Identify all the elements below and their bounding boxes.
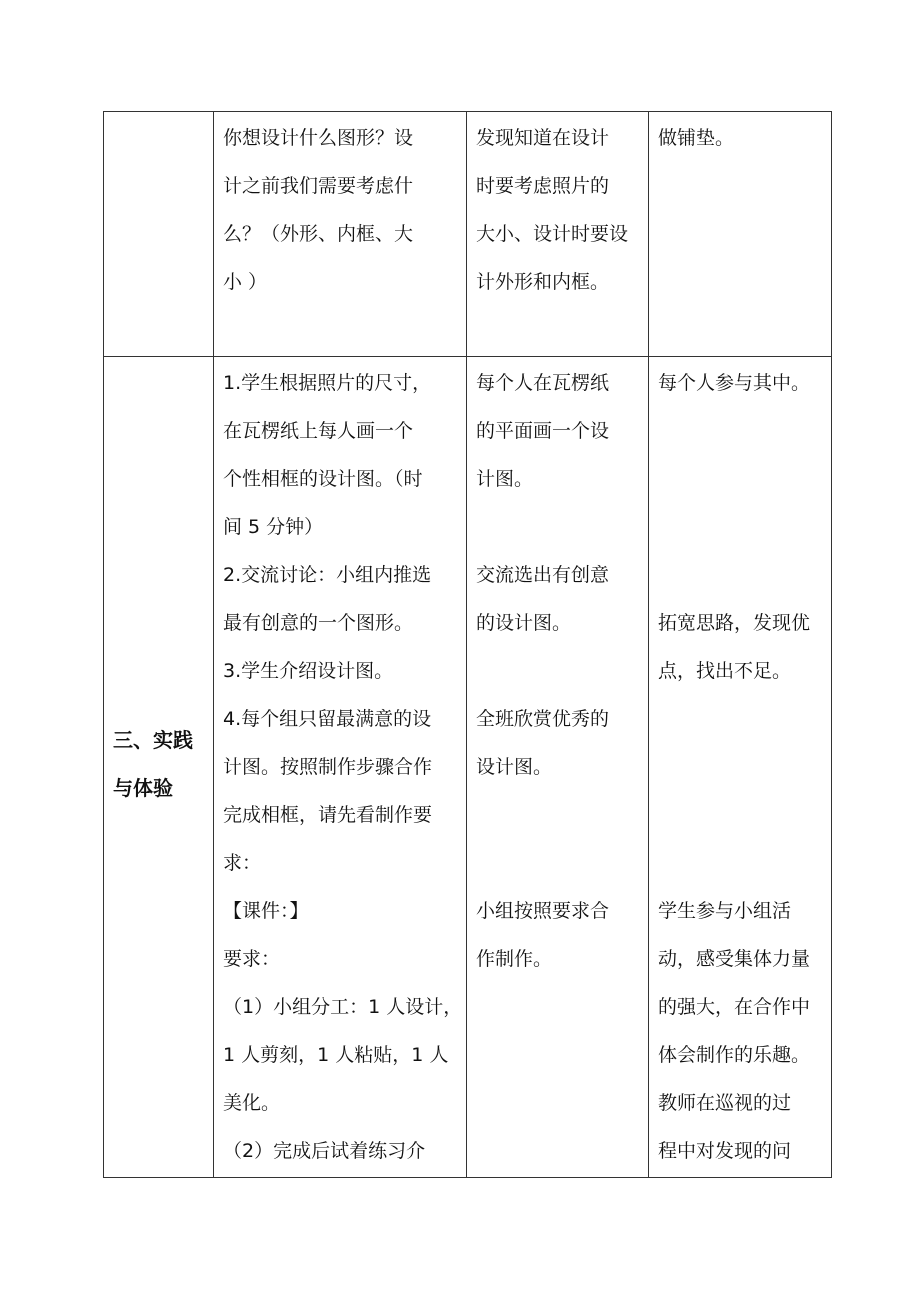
text-line: 小 ）	[223, 271, 268, 293]
spacer	[476, 839, 639, 887]
text-line: （2）完成后试着练习介	[223, 1140, 426, 1162]
text-line: 最有创意的一个图形。	[223, 612, 414, 634]
text-line: 点，找出不足。	[658, 660, 792, 682]
spacer	[658, 551, 822, 599]
text-line: 么？（外形、内框、大	[223, 223, 414, 245]
text-line: 计之前我们需要考虑什	[223, 175, 414, 197]
text-line: 计图。	[476, 468, 534, 490]
text-line: 要求：	[223, 948, 281, 970]
text-line: 在瓦楞纸上每人画一个	[223, 420, 414, 442]
stage-heading	[113, 719, 204, 815]
text-line: 计图。按照制作步骤合作	[223, 756, 433, 778]
text-line: 程中对发现的问	[658, 1140, 792, 1162]
text-line: 2.交流讨论：小组内推选	[223, 564, 432, 586]
text-line: 的平面画一个设	[476, 420, 610, 442]
text-line: 4.每个组只留最满意的设	[223, 708, 432, 730]
stage-cell-empty	[104, 112, 214, 357]
text-line: 学生参与小组活	[658, 900, 792, 922]
spacer	[658, 839, 822, 887]
text-line: 的设计图。	[476, 612, 572, 634]
text-line: 做铺垫。	[658, 127, 735, 149]
text-line: 设计图。	[476, 756, 553, 778]
design-intent-cell	[649, 357, 832, 1178]
table-row	[104, 357, 832, 1178]
spacer	[658, 503, 822, 551]
text-line: 动，感受集体力量	[658, 948, 811, 970]
text-line: 拓宽思路，发现优	[658, 612, 811, 634]
text-line: 求：	[223, 852, 262, 874]
text-line: 大小、设计时要设	[476, 223, 629, 245]
text-line: 的强大，在合作中	[658, 996, 811, 1018]
table-row	[104, 112, 832, 357]
text-line: 美化。	[223, 1092, 281, 1114]
spacer	[658, 695, 822, 743]
teacher-activity-cell	[214, 357, 467, 1178]
student-activity-cell	[467, 357, 649, 1178]
student-activity-cell	[467, 112, 649, 357]
text-line: 【课件：】	[223, 900, 309, 922]
spacer	[658, 791, 822, 839]
lesson-plan-table	[103, 111, 832, 1178]
spacer	[476, 503, 639, 551]
text-line: 小组按照要求合	[476, 900, 610, 922]
spacer	[476, 791, 639, 839]
spacer	[658, 455, 822, 503]
text-line: 体会制作的乐趣。	[658, 1044, 811, 1066]
spacer	[658, 743, 822, 791]
text-line: 教师在巡视的过	[658, 1092, 792, 1114]
text-line: 计外形和内框。	[476, 271, 610, 293]
spacer	[476, 647, 639, 695]
text-line: 每个人参与其中。	[658, 372, 811, 394]
text-line: 你想设计什么图形？设	[223, 127, 414, 149]
text-line: 作制作。	[476, 948, 553, 970]
stage-heading-line: 三、实践	[113, 728, 193, 752]
text-line: 3.学生介绍设计图。	[223, 660, 394, 682]
teacher-activity-cell	[214, 112, 467, 357]
design-intent-cell	[649, 112, 832, 357]
text-line: 时要考虑照片的	[476, 175, 610, 197]
text-line: 1 人剪刻，1 人粘贴，1 人	[223, 1044, 449, 1066]
text-line: 全班欣赏优秀的	[476, 708, 610, 730]
stage-heading-line: 与体验	[113, 776, 173, 800]
text-line: 每个人在瓦楞纸	[476, 372, 610, 394]
stage-cell	[104, 357, 214, 1178]
text-line: 个性相框的设计图。（时	[223, 468, 423, 490]
text-line: 发现知道在设计	[476, 127, 610, 149]
text-line: 完成相框，请先看制作要	[223, 804, 433, 826]
text-line: 1.学生根据照片的尺寸，	[223, 372, 432, 394]
text-line: 间 5 分钟）	[223, 516, 324, 538]
text-line: （1）小组分工：1 人设计，	[223, 996, 463, 1018]
spacer	[658, 407, 822, 455]
text-line: 交流选出有创意	[476, 564, 610, 586]
